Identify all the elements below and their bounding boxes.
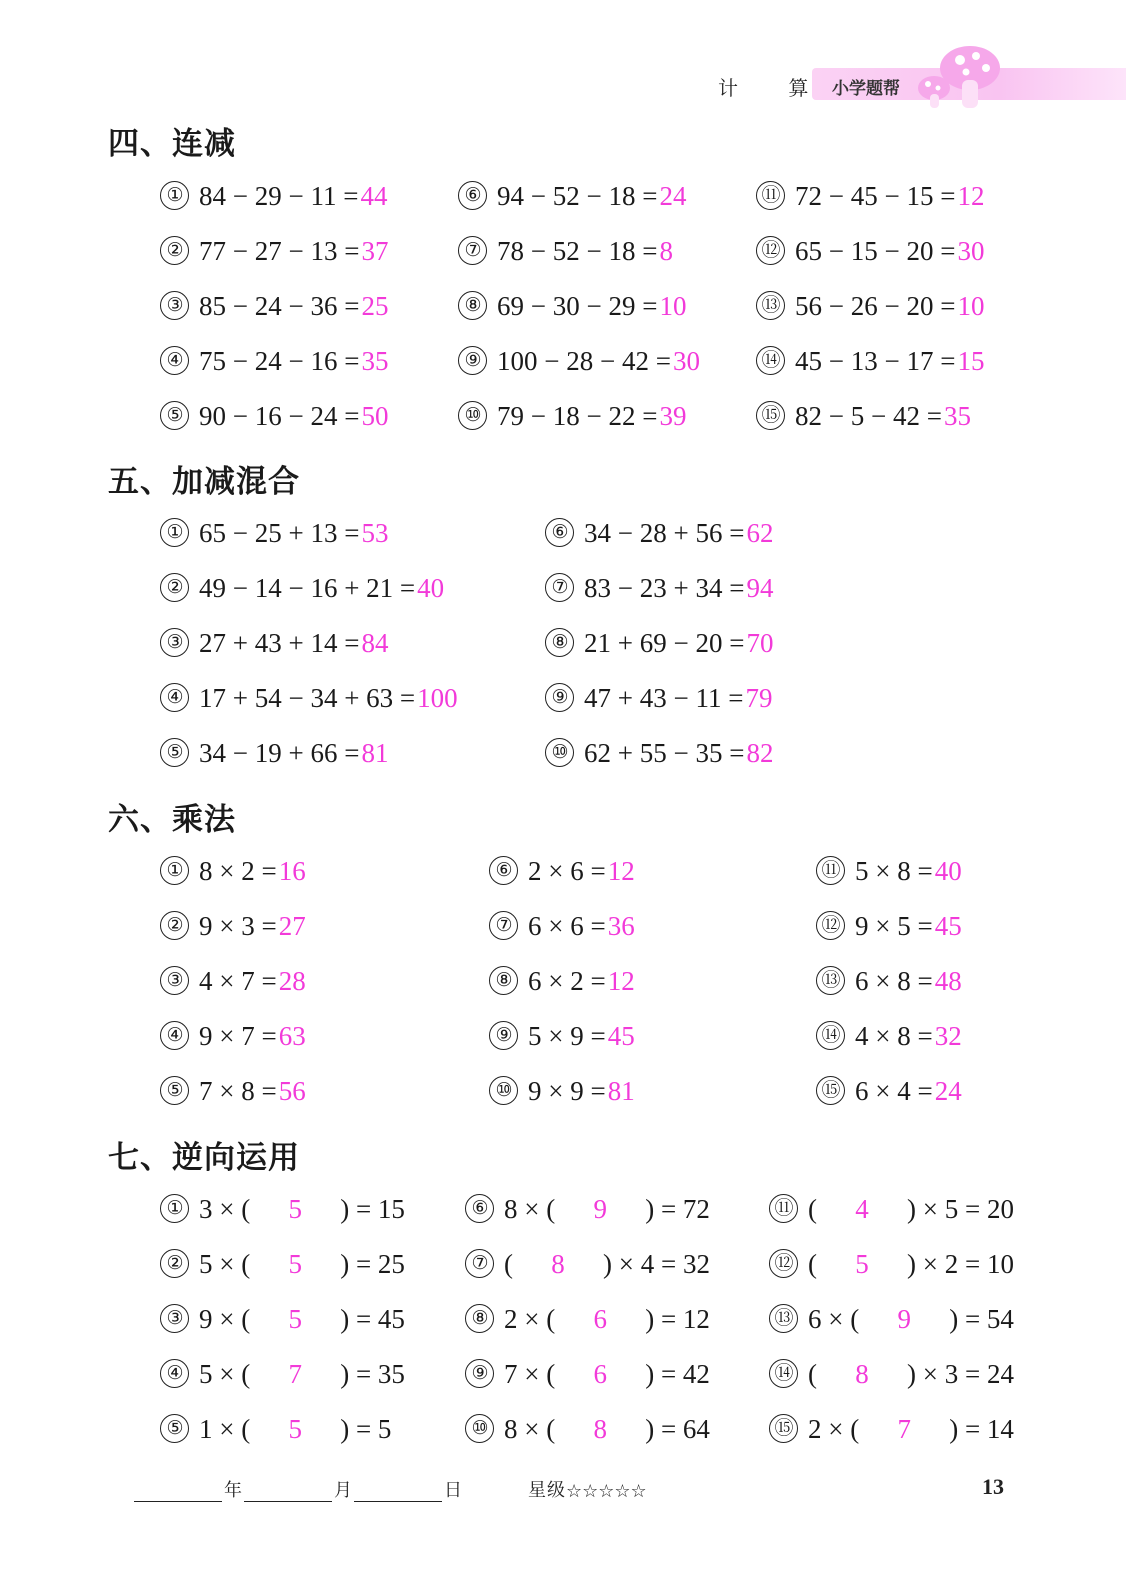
problem-row <box>545 682 773 737</box>
problem-number: ⑧ <box>465 1304 494 1333</box>
problem-expression: 9 × 7 = <box>199 1021 277 1051</box>
problem-answer: 8 <box>659 236 673 266</box>
section-multiplication-col-1 <box>160 855 306 1130</box>
problem-prefix: ( <box>808 1194 817 1224</box>
problem-row <box>489 1020 635 1075</box>
problem-number: ⑫ <box>769 1249 798 1278</box>
problem-answer: 24 <box>659 181 687 211</box>
problem-answer: 50 <box>361 401 389 431</box>
problem-expression: 6 × 6 = <box>528 911 606 941</box>
problem-answer: 5 <box>855 1249 869 1279</box>
problem-suffix: ) = 54 <box>949 1304 1014 1334</box>
problem-prefix: ( <box>504 1249 513 1279</box>
problem-expression: 9 × 9 = <box>528 1076 606 1106</box>
problem-number: ⑨ <box>458 346 487 375</box>
answer-blank <box>250 1303 340 1335</box>
section-multiplication-col-3 <box>816 855 962 1130</box>
problem-row <box>160 965 306 1020</box>
problem-answer: 44 <box>360 181 388 211</box>
problem-answer: 7 <box>897 1414 911 1444</box>
answer-blank <box>250 1248 340 1280</box>
problem-number: ② <box>160 1249 189 1278</box>
problem-number: ⑬ <box>769 1304 798 1333</box>
problem-number: ⑭ <box>816 1021 845 1050</box>
problem-answer: 9 <box>593 1194 607 1224</box>
problem-answer: 15 <box>957 346 985 376</box>
problem-row <box>458 235 700 290</box>
problem-row <box>489 910 635 965</box>
problem-answer: 36 <box>607 911 635 941</box>
section-subtraction-col-1 <box>160 180 388 455</box>
answer-blank <box>555 1193 645 1225</box>
problem-expression: 21 + 69 − 20 = <box>584 628 745 658</box>
problem-expression: 75 − 24 − 16 = <box>199 346 360 376</box>
problem-row <box>769 1303 1014 1358</box>
section-inverse-col-3 <box>769 1193 1014 1468</box>
problem-row <box>816 965 962 1020</box>
problem-number: ⑫ <box>816 911 845 940</box>
problem-expression: 5 × 9 = <box>528 1021 606 1051</box>
problem-expression: 2 × 6 = <box>528 856 606 886</box>
problem-number: ⑨ <box>489 1021 518 1050</box>
problem-expression: 9 × 3 = <box>199 911 277 941</box>
problem-answer: 7 <box>288 1359 302 1389</box>
problem-number: ⑬ <box>816 966 845 995</box>
problem-answer: 12 <box>607 966 635 996</box>
problem-suffix: ) = 14 <box>949 1414 1014 1444</box>
problem-row <box>769 1193 1014 1248</box>
problem-row <box>489 965 635 1020</box>
problem-expression: 6 × 2 = <box>528 966 606 996</box>
problem-expression: 94 − 52 − 18 = <box>497 181 658 211</box>
problem-suffix: ) = 72 <box>645 1194 710 1224</box>
problem-prefix: 8 × ( <box>504 1194 556 1224</box>
problem-answer: 45 <box>934 911 962 941</box>
problem-row <box>756 235 984 290</box>
problem-answer: 81 <box>361 738 389 768</box>
problem-answer: 24 <box>934 1076 962 1106</box>
problem-number: ④ <box>160 683 189 712</box>
answer-blank <box>859 1303 949 1335</box>
problem-number: ④ <box>160 346 189 375</box>
problem-answer: 70 <box>746 628 774 658</box>
problem-number: ⑩ <box>545 738 574 767</box>
problem-number: ⑭ <box>769 1359 798 1388</box>
problem-suffix: ) = 42 <box>645 1359 710 1389</box>
problem-answer: 82 <box>746 738 774 768</box>
section-multiplication-col-2 <box>489 855 635 1130</box>
problem-number: ⑦ <box>458 236 487 265</box>
problem-row <box>160 400 388 455</box>
answer-blank <box>250 1193 340 1225</box>
problem-expression: 6 × 8 = <box>855 966 933 996</box>
problem-number: ⑤ <box>160 1076 189 1105</box>
problem-prefix: 2 × ( <box>808 1414 860 1444</box>
answer-blank <box>859 1413 949 1445</box>
problem-expression: 85 − 24 − 36 = <box>199 291 360 321</box>
problem-expression: 83 − 23 + 34 = <box>584 573 745 603</box>
problem-answer: 10 <box>957 291 985 321</box>
problem-row <box>545 627 773 682</box>
problem-number: ⑤ <box>160 1414 189 1443</box>
problem-expression: 5 × 8 = <box>855 856 933 886</box>
problem-number: ③ <box>160 291 189 320</box>
problem-row <box>458 180 700 235</box>
problem-number: ② <box>160 911 189 940</box>
problem-row <box>160 627 458 682</box>
problem-number: ⑫ <box>756 236 785 265</box>
problem-number: ② <box>160 573 189 602</box>
problem-suffix: ) = 5 <box>340 1414 392 1444</box>
section-mixed-col-2 <box>545 517 773 792</box>
answer-blank <box>555 1413 645 1445</box>
problem-row <box>545 737 773 792</box>
problem-answer: 8 <box>551 1249 565 1279</box>
problem-expression: 65 − 15 − 20 = <box>795 236 956 266</box>
problem-prefix: 5 × ( <box>199 1359 251 1389</box>
problem-row <box>816 1075 962 1130</box>
problem-row <box>160 910 306 965</box>
problem-suffix: ) × 5 = 20 <box>907 1194 1014 1224</box>
problem-number: ⑨ <box>465 1359 494 1388</box>
problem-answer: 39 <box>659 401 687 431</box>
problem-expression: 56 − 26 − 20 = <box>795 291 956 321</box>
problem-answer: 9 <box>897 1304 911 1334</box>
problem-number: ⑭ <box>756 346 785 375</box>
problem-number: ② <box>160 236 189 265</box>
problem-row <box>160 1248 405 1303</box>
problem-answer: 5 <box>288 1414 302 1444</box>
problem-number: ① <box>160 181 189 210</box>
problem-answer: 40 <box>417 573 445 603</box>
problem-row <box>160 517 458 572</box>
day-label: 日 <box>444 1480 462 1501</box>
problem-suffix: ) × 3 = 24 <box>907 1359 1014 1389</box>
problem-number: ⑦ <box>545 573 574 602</box>
section-title-mixed: 五、加减混合 <box>108 464 300 500</box>
problem-row <box>465 1303 710 1358</box>
answer-blank <box>555 1303 645 1335</box>
problem-row <box>756 400 984 455</box>
problem-expression: 4 × 8 = <box>855 1021 933 1051</box>
problem-number: ⑧ <box>489 966 518 995</box>
problem-row <box>489 1075 635 1130</box>
problem-prefix: 8 × ( <box>504 1414 556 1444</box>
problem-expression: 79 − 18 − 22 = <box>497 401 658 431</box>
problem-answer: 6 <box>593 1359 607 1389</box>
problem-answer: 12 <box>957 181 985 211</box>
problem-row <box>160 1413 405 1468</box>
problem-row <box>465 1248 710 1303</box>
problem-expression: 72 − 45 − 15 = <box>795 181 956 211</box>
problem-prefix: ( <box>808 1249 817 1279</box>
problem-number: ⑥ <box>458 181 487 210</box>
year-label: 年 <box>224 1480 242 1501</box>
footer-date-rating <box>134 1476 647 1502</box>
problem-number: ⑮ <box>769 1414 798 1443</box>
problem-answer: 28 <box>278 966 306 996</box>
problem-number: ⑥ <box>489 856 518 885</box>
problem-number: ① <box>160 856 189 885</box>
problem-number: ⑮ <box>816 1076 845 1105</box>
problem-prefix: 2 × ( <box>504 1304 556 1334</box>
problem-row <box>545 572 773 627</box>
problem-prefix: 7 × ( <box>504 1359 556 1389</box>
problem-row <box>160 572 458 627</box>
answer-blank <box>817 1248 907 1280</box>
problem-expression: 27 + 43 + 14 = <box>199 628 360 658</box>
problem-row <box>769 1413 1014 1468</box>
problem-answer: 40 <box>934 856 962 886</box>
problem-number: ⑦ <box>489 911 518 940</box>
problem-number: ③ <box>160 628 189 657</box>
answer-blank <box>817 1193 907 1225</box>
section-subtraction-col-3 <box>756 180 984 455</box>
problem-row <box>545 517 773 572</box>
problem-answer: 30 <box>672 346 700 376</box>
problem-expression: 34 − 28 + 56 = <box>584 518 745 548</box>
problem-row <box>160 1358 405 1413</box>
problem-expression: 69 − 30 − 29 = <box>497 291 658 321</box>
problem-expression: 65 − 25 + 13 = <box>199 518 360 548</box>
problem-answer: 94 <box>746 573 774 603</box>
problem-number: ⑨ <box>545 683 574 712</box>
problem-answer: 4 <box>855 1194 869 1224</box>
problem-row <box>160 737 458 792</box>
problem-row <box>816 910 962 965</box>
problem-prefix: ( <box>808 1359 817 1389</box>
answer-blank <box>555 1358 645 1390</box>
problem-row <box>465 1193 710 1248</box>
problem-number: ⑩ <box>458 401 487 430</box>
problem-number: ⑪ <box>769 1194 798 1223</box>
year-blank[interactable] <box>134 1481 222 1502</box>
problem-row <box>160 235 388 290</box>
problem-suffix: ) = 25 <box>340 1249 405 1279</box>
problem-row <box>160 1303 405 1358</box>
problem-row <box>816 855 962 910</box>
problem-answer: 62 <box>746 518 774 548</box>
problem-number: ① <box>160 1194 189 1223</box>
problem-suffix: ) × 4 = 32 <box>603 1249 710 1279</box>
problem-answer: 45 <box>607 1021 635 1051</box>
problem-number: ⑩ <box>465 1414 494 1443</box>
problem-expression: 77 − 27 − 13 = <box>199 236 360 266</box>
problem-answer: 79 <box>745 683 773 713</box>
problem-suffix: ) = 15 <box>340 1194 405 1224</box>
problem-answer: 12 <box>607 856 635 886</box>
problem-row <box>160 1075 306 1130</box>
problem-answer: 5 <box>288 1304 302 1334</box>
problem-prefix: 9 × ( <box>199 1304 251 1334</box>
problem-answer: 8 <box>855 1359 869 1389</box>
section-title-multiplication: 六、乘法 <box>108 802 236 838</box>
section-subtraction-col-2 <box>458 180 700 455</box>
problem-suffix: ) = 64 <box>645 1414 710 1444</box>
problem-number: ⑥ <box>465 1194 494 1223</box>
problem-answer: 48 <box>934 966 962 996</box>
problem-suffix: ) = 45 <box>340 1304 405 1334</box>
problem-row <box>458 345 700 400</box>
problem-expression: 84 − 29 − 11 = <box>199 181 359 211</box>
problem-answer: 10 <box>659 291 687 321</box>
problem-row <box>458 400 700 455</box>
problem-answer: 53 <box>361 518 389 548</box>
header-subject: 计 算 <box>718 76 831 100</box>
problem-answer: 84 <box>361 628 389 658</box>
problem-number: ⑩ <box>489 1076 518 1105</box>
problem-answer: 63 <box>278 1021 306 1051</box>
problem-number: ⑪ <box>816 856 845 885</box>
problem-answer: 35 <box>943 401 971 431</box>
problem-expression: 45 − 13 − 17 = <box>795 346 956 376</box>
problem-number: ⑮ <box>756 401 785 430</box>
problem-answer: 16 <box>278 856 306 886</box>
problem-answer: 25 <box>361 291 389 321</box>
problem-row <box>160 1193 405 1248</box>
problem-number: ⑬ <box>756 291 785 320</box>
problem-expression: 9 × 5 = <box>855 911 933 941</box>
month-blank[interactable] <box>244 1481 332 1502</box>
problem-expression: 47 + 43 − 11 = <box>584 683 744 713</box>
problem-expression: 49 − 14 − 16 + 21 = <box>199 573 416 603</box>
problem-prefix: 6 × ( <box>808 1304 860 1334</box>
problem-row <box>769 1358 1014 1413</box>
problem-row <box>489 855 635 910</box>
problem-expression: 8 × 2 = <box>199 856 277 886</box>
problem-number: ⑤ <box>160 738 189 767</box>
header-book-title: 小学题帮 <box>832 79 900 99</box>
problem-expression: 90 − 16 − 24 = <box>199 401 360 431</box>
problem-answer: 5 <box>288 1249 302 1279</box>
month-label: 月 <box>334 1480 352 1501</box>
problem-answer: 8 <box>593 1414 607 1444</box>
problem-answer: 56 <box>278 1076 306 1106</box>
problem-expression: 6 × 4 = <box>855 1076 933 1106</box>
problem-prefix: 5 × ( <box>199 1249 251 1279</box>
problem-number: ③ <box>160 966 189 995</box>
problem-answer: 100 <box>417 683 458 713</box>
rating-label: 星级 <box>528 1480 566 1501</box>
problem-expression: 62 + 55 − 35 = <box>584 738 745 768</box>
problem-number: ⑦ <box>465 1249 494 1278</box>
problem-row <box>160 345 388 400</box>
problem-number: ③ <box>160 1304 189 1333</box>
problem-row <box>756 180 984 235</box>
problem-answer: 35 <box>361 346 389 376</box>
problem-row <box>458 290 700 345</box>
rating-stars[interactable]: ☆☆☆☆☆ <box>566 1481 647 1502</box>
problem-number: ⑥ <box>545 518 574 547</box>
problem-number: ⑪ <box>756 181 785 210</box>
problem-prefix: 1 × ( <box>199 1414 251 1444</box>
problem-row <box>465 1358 710 1413</box>
problem-number: ⑤ <box>160 401 189 430</box>
problem-answer: 30 <box>957 236 985 266</box>
problem-suffix: ) = 12 <box>645 1304 710 1334</box>
problem-expression: 82 − 5 − 42 = <box>795 401 942 431</box>
problem-answer: 5 <box>288 1194 302 1224</box>
problem-prefix: 3 × ( <box>199 1194 251 1224</box>
section-mixed-col-1 <box>160 517 458 792</box>
section-title-inverse: 七、逆向运用 <box>108 1140 300 1176</box>
page-number: 13 <box>982 1474 1004 1499</box>
problem-answer: 37 <box>361 236 389 266</box>
problem-expression: 7 × 8 = <box>199 1076 277 1106</box>
problem-row <box>756 290 984 345</box>
problem-answer: 27 <box>278 911 306 941</box>
answer-blank <box>250 1358 340 1390</box>
problem-row <box>160 682 458 737</box>
answer-blank <box>513 1248 603 1280</box>
section-inverse-col-2 <box>465 1193 710 1468</box>
problem-number: ⑧ <box>458 291 487 320</box>
problem-row <box>756 345 984 400</box>
problem-row <box>160 290 388 345</box>
problem-number: ⑧ <box>545 628 574 657</box>
problem-row <box>160 1020 306 1075</box>
problem-suffix: ) = 35 <box>340 1359 405 1389</box>
problem-row <box>160 180 388 235</box>
problem-answer: 6 <box>593 1304 607 1334</box>
problem-row <box>160 855 306 910</box>
day-blank[interactable] <box>354 1481 442 1502</box>
problem-expression: 78 − 52 − 18 = <box>497 236 658 266</box>
problem-answer: 81 <box>607 1076 635 1106</box>
problem-row <box>769 1248 1014 1303</box>
problem-row <box>816 1020 962 1075</box>
answer-blank <box>250 1413 340 1445</box>
problem-answer: 32 <box>934 1021 962 1051</box>
answer-blank <box>817 1358 907 1390</box>
section-title-subtraction: 四、连减 <box>108 126 236 162</box>
problem-expression: 4 × 7 = <box>199 966 277 996</box>
problem-number: ④ <box>160 1021 189 1050</box>
mushroom-icon <box>910 40 1010 112</box>
problem-number: ④ <box>160 1359 189 1388</box>
section-inverse-col-1 <box>160 1193 405 1468</box>
problem-suffix: ) × 2 = 10 <box>907 1249 1014 1279</box>
problem-expression: 100 − 28 − 42 = <box>497 346 671 376</box>
problem-row <box>465 1413 710 1468</box>
problem-expression: 34 − 19 + 66 = <box>199 738 360 768</box>
problem-expression: 17 + 54 − 34 + 63 = <box>199 683 416 713</box>
problem-number: ① <box>160 518 189 547</box>
